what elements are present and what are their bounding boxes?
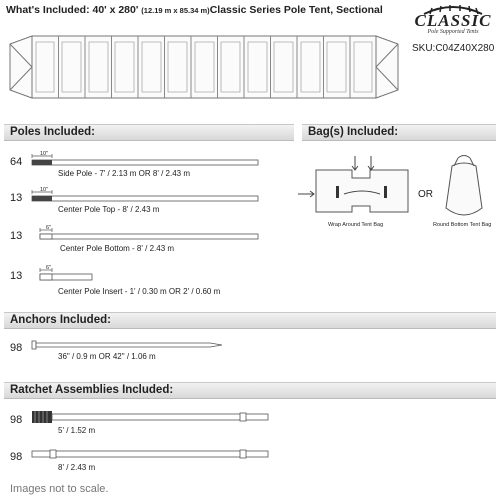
pole-qty: 13: [10, 230, 23, 242]
logo-tagline: Pole Supported Tents: [427, 29, 479, 35]
page-title: [6, 4, 383, 16]
anchor-caption: 36" / 0.9 m OR 42" / 1.06 m: [58, 352, 156, 361]
bags-section-header: [302, 124, 496, 141]
poles-section-header: [4, 124, 294, 141]
tent-top-view-diagram: [6, 34, 402, 100]
center-pole-bottom-illustration: [38, 226, 260, 242]
round-bag-caption: Round Bottom Tent Bag: [433, 222, 492, 228]
anchor-qty: 98: [10, 342, 23, 354]
title-series: Classic Series Pole Tent, Sectional: [209, 4, 383, 16]
wrap-bag-caption: Wrap Around Tent Bag: [328, 222, 384, 228]
pole-caption: Center Pole Top - 8' / 2.43 m: [58, 205, 160, 214]
scale-disclaimer: Images not to scale.: [10, 483, 109, 495]
poles-section-title: Poles Included:: [10, 126, 95, 138]
anchors-section-header: [4, 312, 496, 329]
pole-caption: Center Pole Insert - 1' / 0.30 m OR 2' / 0.60 m: [58, 287, 221, 296]
round-bottom-tent-bag-illustration: [438, 152, 494, 224]
center-pole-top-illustration: [30, 188, 260, 204]
ratchet-caption: 5' / 1.52 m: [58, 426, 96, 435]
title-metric: (12.19 m x 85.34 m): [141, 6, 210, 15]
title-main: What's Included: 40' x 280': [6, 4, 139, 16]
ratchet-assembly-illustration: [30, 408, 272, 426]
brand-logo: [410, 2, 496, 46]
anchors-section-title: Anchors Included:: [10, 314, 111, 326]
ratchets-section-header: [4, 382, 496, 399]
pole-qty: 13: [10, 192, 23, 204]
pole-caption: Center Pole Bottom - 8' / 2.43 m: [60, 244, 175, 253]
ratchet-strap-illustration: [30, 446, 272, 462]
sku-label: SKU:C04Z40X280: [412, 43, 495, 54]
bags-section-title: Bag(s) Included:: [308, 126, 399, 138]
ratchet-qty: 98: [10, 414, 23, 426]
ratchet-caption: 8' / 2.43 m: [58, 463, 96, 472]
pole-qty: 64: [10, 156, 23, 168]
logo-word: CLASSIC: [414, 11, 492, 30]
pole-tick-label: 6": [46, 265, 52, 271]
pole-tick-label: 10": [40, 151, 49, 157]
side-pole-illustration: [30, 152, 260, 168]
bag-or-label: OR: [418, 189, 433, 200]
pole-tick-label: 6": [46, 225, 52, 231]
stake-anchor-illustration: [30, 338, 230, 352]
ratchet-qty: 98: [10, 451, 23, 463]
pole-qty: 13: [10, 270, 23, 282]
pole-caption: Side Pole - 7' / 2.13 m OR 8' / 2.43 m: [58, 169, 191, 178]
ratchets-section-title: Ratchet Assemblies Included:: [10, 384, 174, 396]
pole-tick-label: 10": [40, 187, 49, 193]
